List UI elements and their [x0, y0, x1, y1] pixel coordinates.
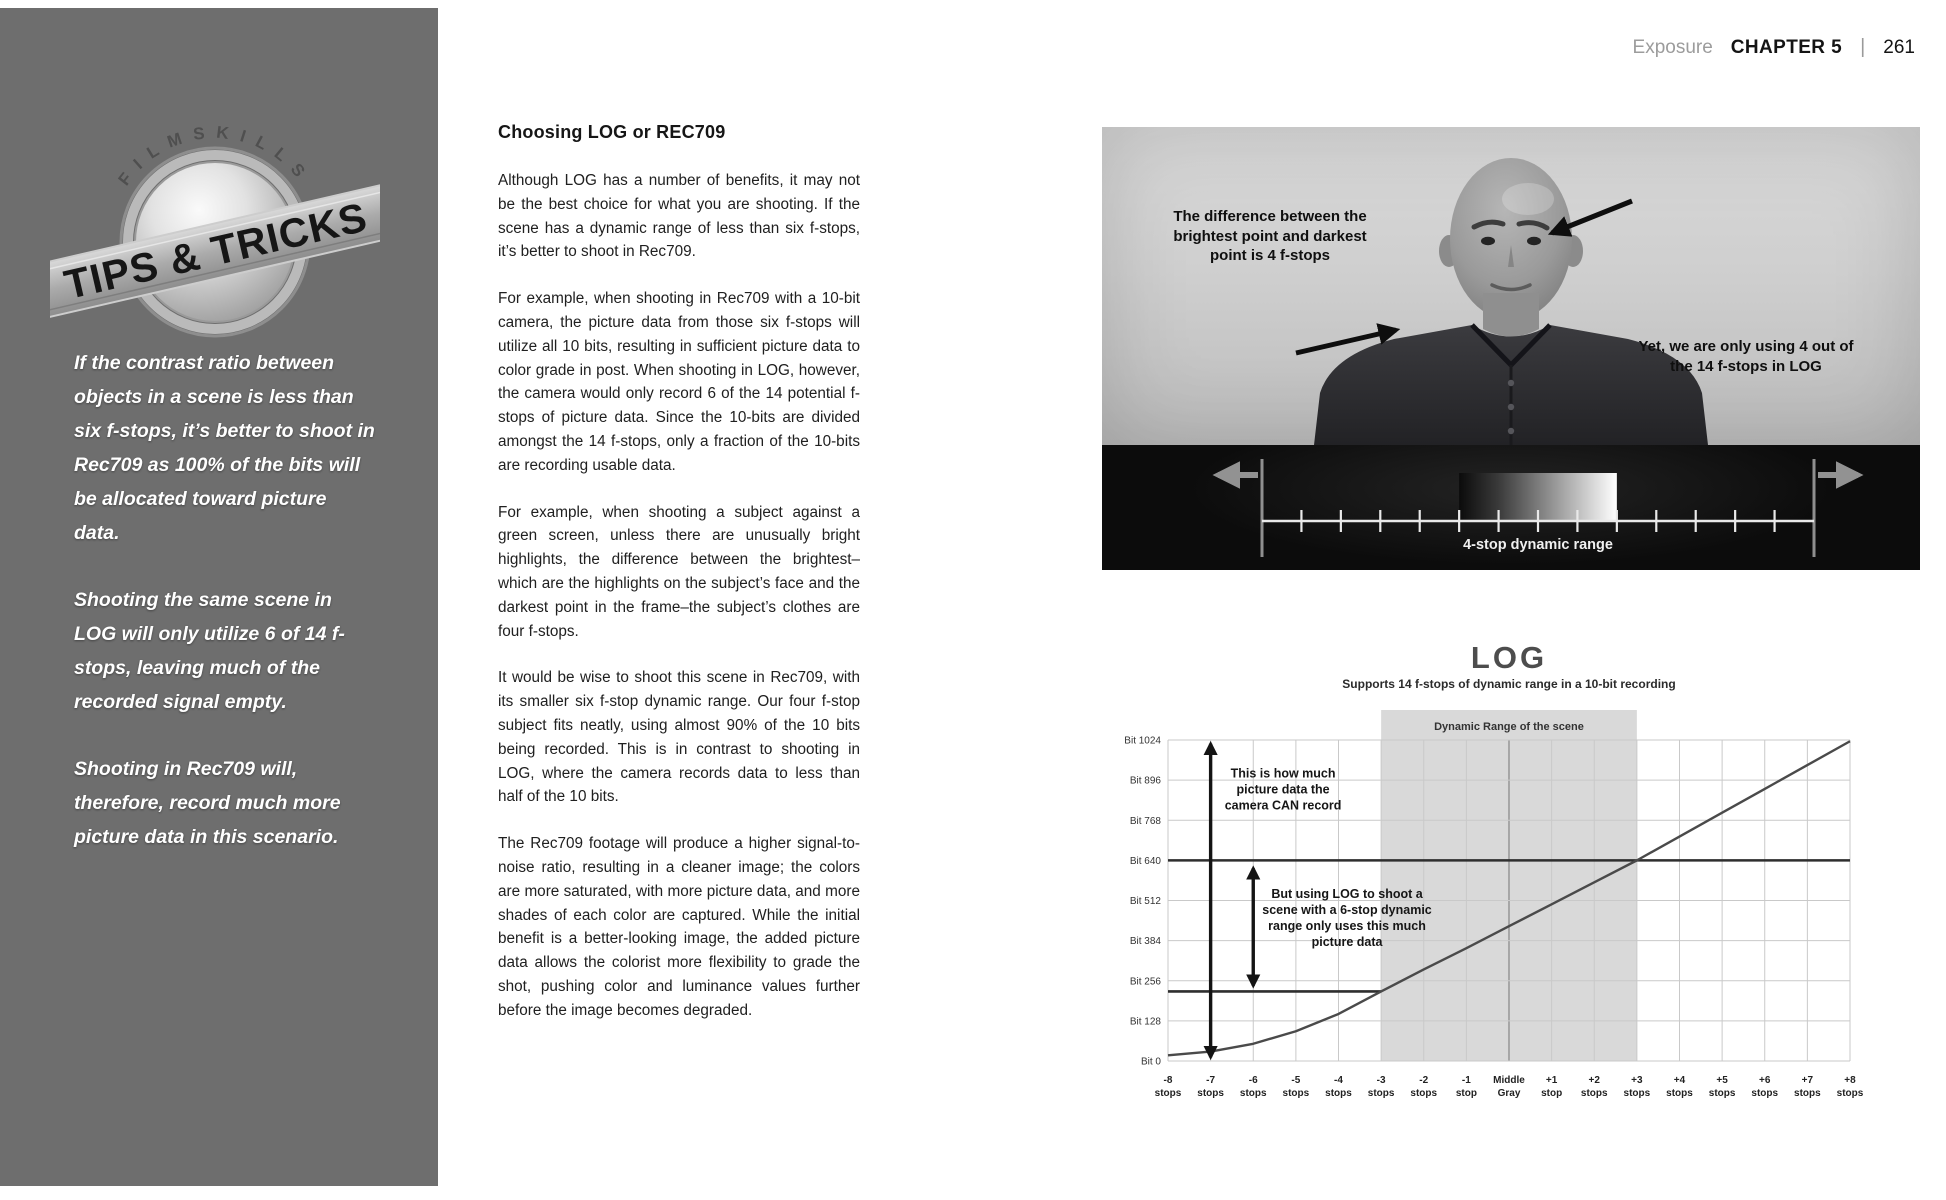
article-column	[498, 122, 860, 1046]
svg-text:-8: -8	[1163, 1075, 1173, 1086]
svg-text:Bit 1024: Bit 1024	[1124, 735, 1161, 747]
article-paragraph-1: Although LOG has a number of benefits, it may not be the best choice for what you are shooting. If the scene has a dynamic range of less than six f-stops, it’s better to shoot in Rec709.	[498, 172, 860, 261]
svg-text:-5: -5	[1291, 1075, 1301, 1086]
svg-text:Bit 0: Bit 0	[1140, 1056, 1161, 1068]
svg-text:stops: stops	[1410, 1088, 1438, 1099]
svg-text:stops: stops	[1666, 1088, 1693, 1099]
svg-text:stops: stops	[1197, 1088, 1224, 1099]
sidebar-paragraph-3: Shooting in Rec709 will, therefore, record much more picture data in this scenario.	[74, 758, 341, 848]
svg-text:stops: stops	[1623, 1088, 1651, 1099]
svg-text:Bit 128: Bit 128	[1129, 1016, 1161, 1028]
svg-text:Dynamic Range of the scene: Dynamic Range of the scene	[1434, 721, 1584, 733]
svg-text:-3: -3	[1376, 1075, 1386, 1086]
svg-text:Bit 512: Bit 512	[1129, 896, 1161, 907]
svg-text:-7: -7	[1206, 1075, 1216, 1086]
svg-text:scene with a 6-stop dynamic: scene with a 6-stop dynamic	[1262, 902, 1432, 917]
svg-text:Gray: Gray	[1497, 1088, 1521, 1099]
svg-text:This is how much: This is how much	[1230, 766, 1336, 781]
sidebar-tip-text	[74, 346, 376, 887]
svg-text:stop: stop	[1455, 1088, 1477, 1099]
svg-text:stops: stops	[1836, 1088, 1864, 1099]
svg-text:picture data the: picture data the	[1236, 782, 1330, 797]
svg-text:+4: +4	[1673, 1075, 1686, 1086]
svg-text:+5: +5	[1716, 1075, 1728, 1086]
svg-text:stops: stops	[1325, 1088, 1352, 1099]
svg-text:camera CAN record: camera CAN record	[1224, 798, 1342, 813]
sidebar-paragraph-2: Shooting the same scene in LOG will only utilize 6 of 14 f-stops, leaving much of the recorded signal empty.	[74, 589, 345, 713]
svg-text:Bit 896: Bit 896	[1129, 775, 1161, 787]
header-separator: |	[1860, 36, 1866, 58]
article-heading: Choosing LOG or REC709	[498, 122, 726, 142]
log-chart-figure	[1120, 626, 1930, 1174]
svg-text:4-stop dynamic range: 4-stop dynamic range	[1463, 537, 1613, 553]
article-paragraph-2: For example, when shooting in Rec709 with a 10-bit camera, the picture data from those six f-stops will utilize all 10 bits, resulting in sufficient picture data to color grade in post. When shooting in LOG, however, the camera would only record 6 of the 14 potential f-stops of picture data. Since the 10-bits are divided amongst the 14 f-stops, only a fraction of the 10-bits are recording usable data.	[498, 290, 860, 474]
svg-text:Bit 256: Bit 256	[1129, 976, 1161, 988]
svg-text:picture data: picture data	[1311, 934, 1383, 949]
svg-text:+7: +7	[1801, 1075, 1814, 1086]
svg-text:Middle: Middle	[1493, 1075, 1525, 1086]
dynamic-range-photo	[1102, 127, 1920, 570]
filmskills-logo	[50, 92, 380, 342]
page-number: 261	[1883, 37, 1915, 58]
svg-text:stops: stops	[1282, 1088, 1310, 1099]
photo-caption-right: Yet, we are only using 4 out of the 14 f-stops in LOG	[1638, 338, 1854, 375]
svg-text:stops: stops	[1580, 1088, 1608, 1099]
log-curve-chart	[1120, 626, 1930, 1174]
svg-text:+1: +1	[1545, 1075, 1558, 1086]
svg-text:+8: +8	[1844, 1075, 1856, 1086]
svg-text:-6: -6	[1248, 1075, 1258, 1086]
filmskills-logo-icon	[50, 92, 380, 342]
svg-text:+2: +2	[1588, 1075, 1600, 1086]
svg-text:range only uses this much: range only uses this much	[1268, 918, 1426, 933]
article-paragraph-5: The Rec709 footage will produce a higher signal-to-noise ratio, resulting in a cleaner image; the colors are more saturated, with more picture data, and more shades of each color are captured. While the initial benefit is a better-looking image, the added picture data allows the colorist more flexibility to grade the shot, pushing color and luminance values further before the image becomes degraded.	[498, 835, 860, 1019]
article-paragraph-3: For example, when shooting a subject against a green screen, unless there are unusually bright highlights, the difference between the brightest– which are the highlights on the subject’s face and the darkest point in the frame–the subject’s clothes are four f-stops.	[498, 503, 860, 640]
svg-text:Bit 768: Bit 768	[1129, 815, 1161, 827]
logo-arc-text: FILMSKILLS	[114, 122, 316, 190]
article-paragraph-4: It would be wise to shoot this scene in Rec709, with its smaller six f-stop dynamic range. Our four f-stop subject fits neatly, using almost 90% of the 10 bits being recorded. This is in contrast to shooting in LOG, where the camera records data to less than half of the 10 bits.	[498, 669, 860, 806]
svg-text:-1: -1	[1461, 1075, 1471, 1086]
tips-sidebar	[0, 8, 438, 1186]
page-header	[1633, 36, 1915, 59]
arrow-to-brightest-point	[1552, 201, 1632, 233]
svg-text:+3: +3	[1631, 1075, 1643, 1086]
svg-text:Supports 14 f-stops of dynamic: Supports 14 f-stops of dynamic range in a 10-bit recording	[1342, 677, 1676, 691]
section-title: Exposure	[1632, 37, 1713, 58]
svg-text:stops: stops	[1367, 1088, 1395, 1099]
svg-text:stops: stops	[1154, 1088, 1182, 1099]
photo-caption-left: The difference between the brightest point and darkest point is 4 f-stops	[1173, 208, 1367, 264]
svg-text:-4: -4	[1334, 1075, 1343, 1086]
stop-scale	[1102, 445, 1920, 570]
stop-scale-strip	[1102, 445, 1920, 570]
svg-text:Bit 640: Bit 640	[1129, 855, 1161, 867]
sidebar-paragraph-1: If the contrast ratio between objects in a scene is less than six f-stops, it’s better to shoot in Rec709 as 100% of the bits will be allocated toward picture data.	[74, 352, 375, 544]
svg-text:+6: +6	[1759, 1075, 1771, 1086]
svg-text:stop: stop	[1541, 1088, 1563, 1099]
svg-text:stops: stops	[1751, 1088, 1779, 1099]
logo-banner-text: TIPS & TRICKS	[60, 193, 372, 309]
svg-text:stops: stops	[1239, 1088, 1267, 1099]
svg-text:stops: stops	[1708, 1088, 1736, 1099]
arrow-to-darkest-point	[1296, 330, 1396, 353]
svg-text:stops: stops	[1794, 1088, 1821, 1099]
svg-text:Bit 384: Bit 384	[1129, 936, 1161, 948]
svg-text:But using LOG to shoot a: But using LOG to shoot a	[1271, 886, 1423, 901]
photo-annotation-arrows	[1102, 127, 1920, 445]
svg-text:LOG: LOG	[1470, 640, 1548, 675]
chapter-label: CHAPTER 5	[1730, 37, 1843, 58]
portrait-area	[1102, 127, 1920, 445]
svg-text:-2: -2	[1419, 1075, 1429, 1086]
